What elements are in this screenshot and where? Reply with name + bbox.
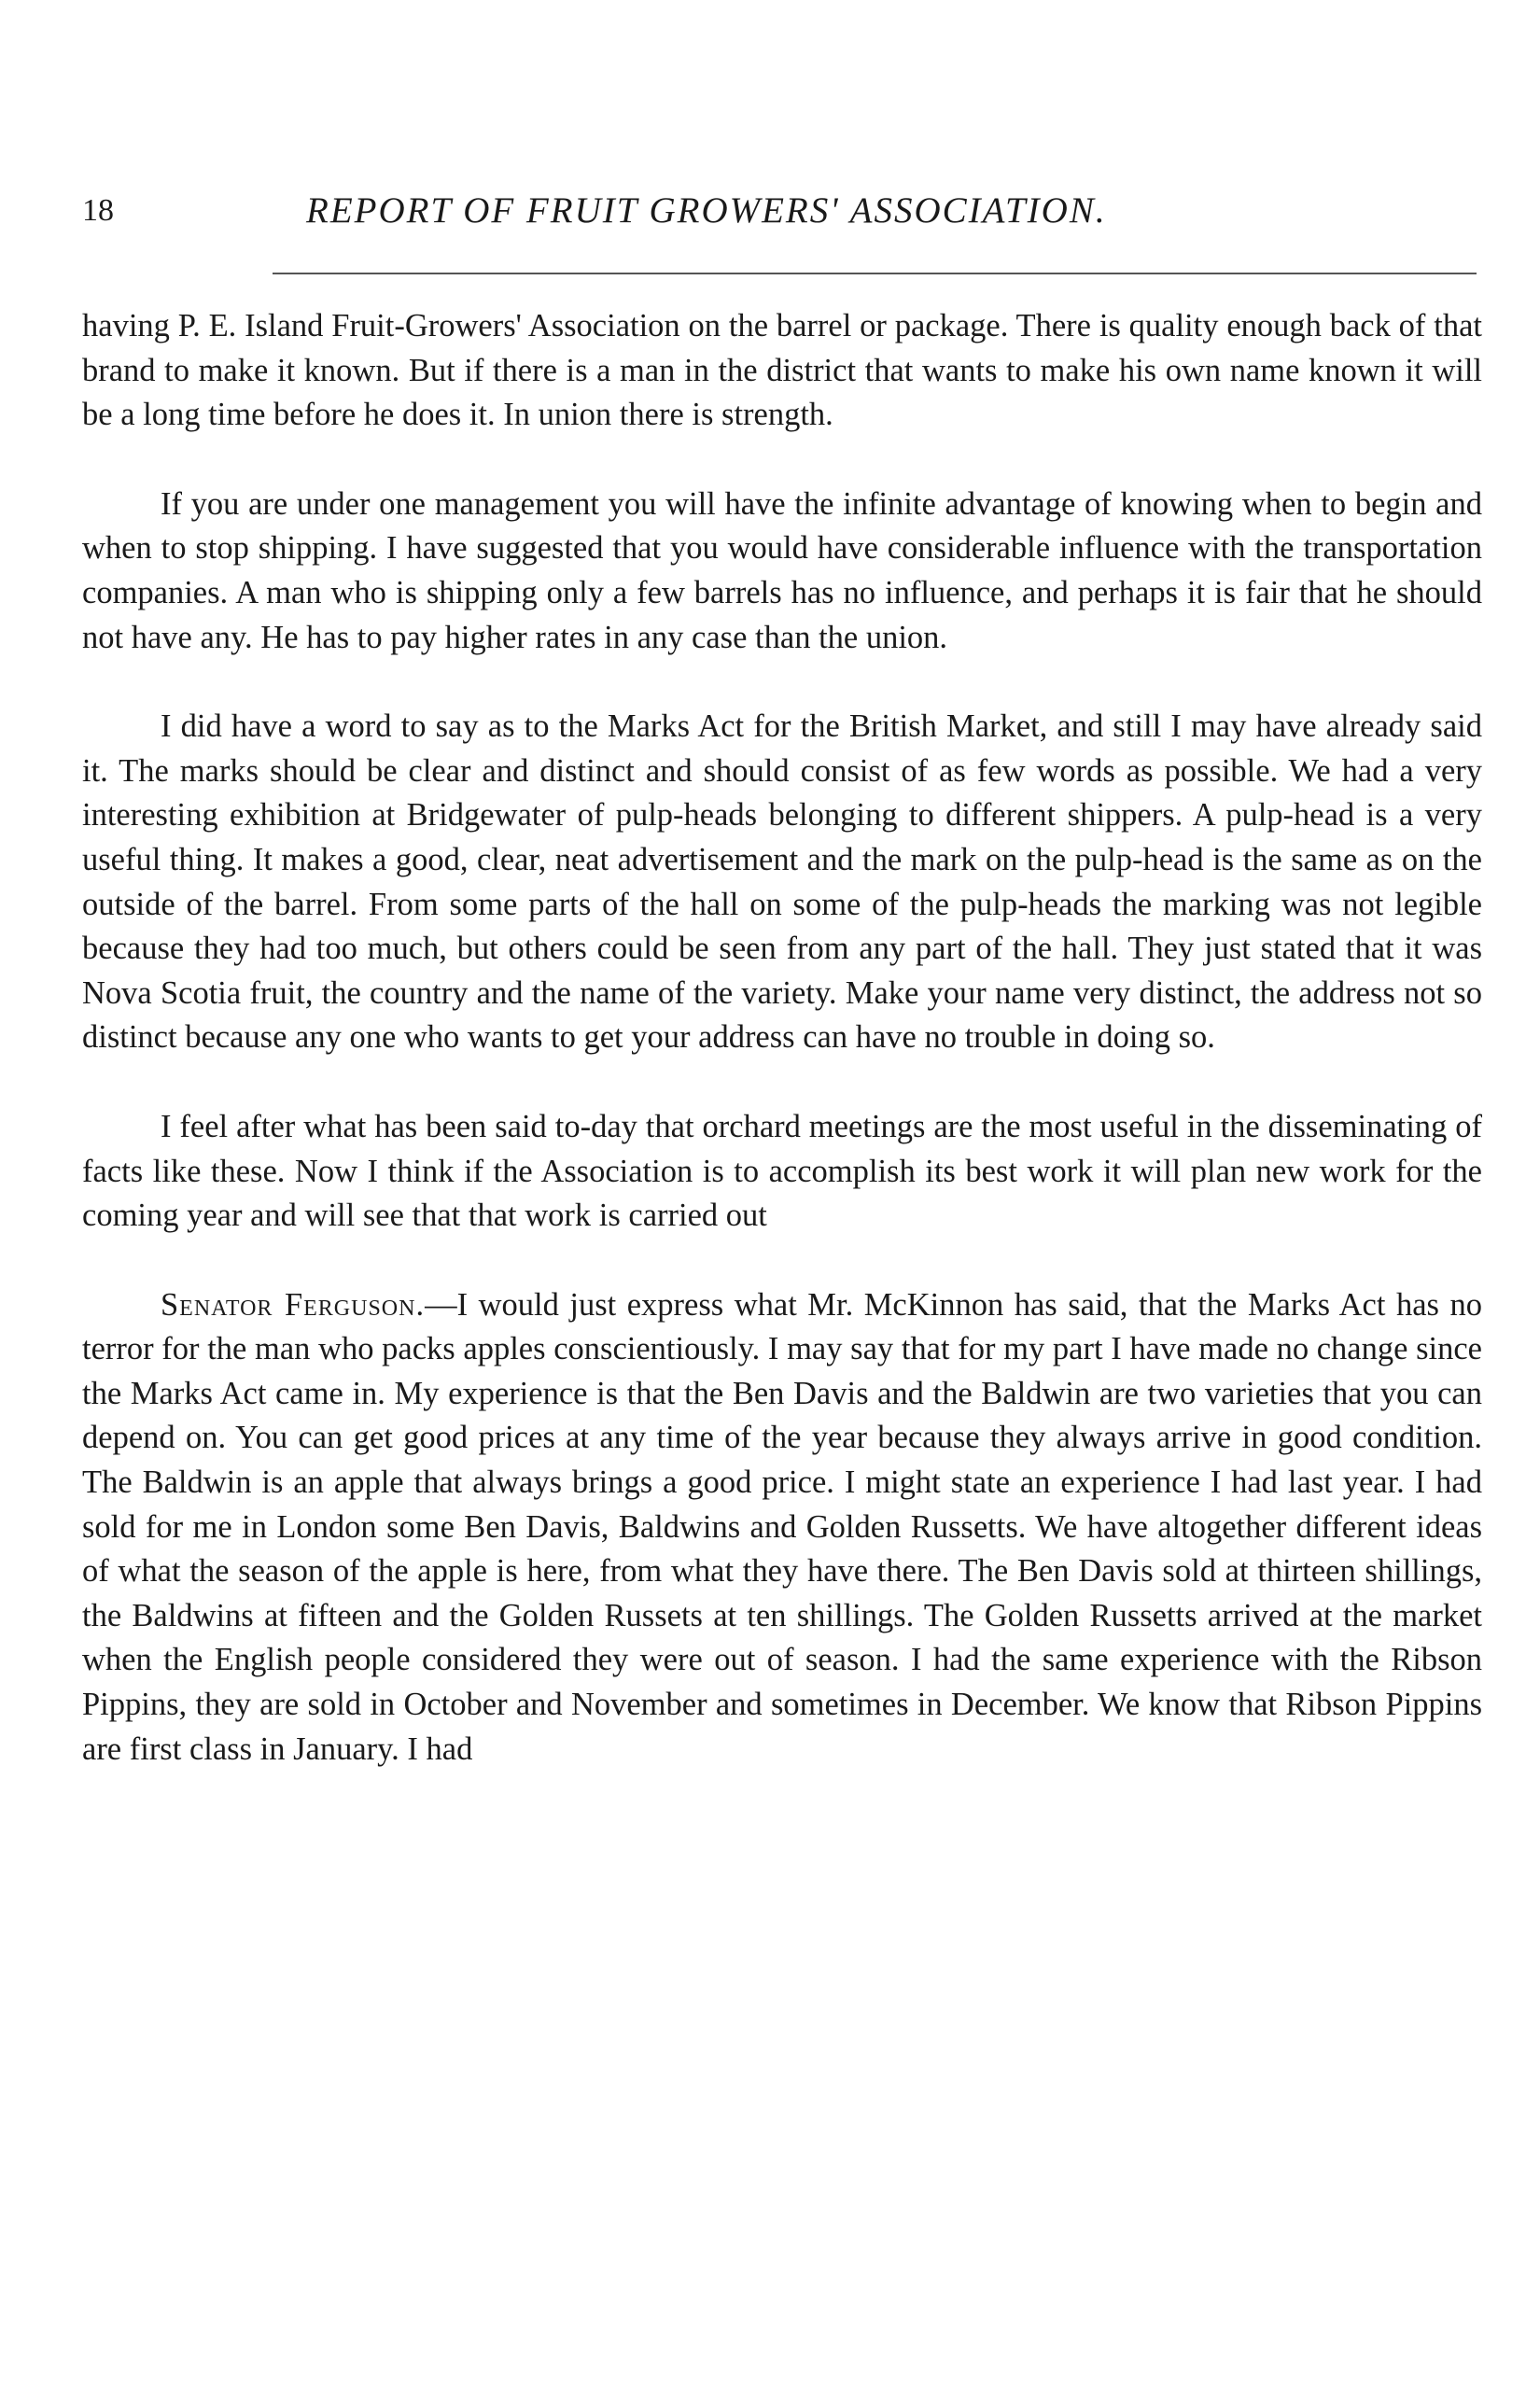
paragraph-2: If you are under one management you will have the infinite advantage of knowing when to begin and when to stop shipping. I have suggested that you would have considerable influence with the transportation companies. A man who is shipping only a few barrels has no influence, and perhaps it is fair that he should not have any. He has to pay higher rates in any case than the union. <box>82 485 1482 655</box>
header-rule <box>273 273 1477 274</box>
paragraph-3: I did have a word to say as to the Marks Act for the British Market, and still I may have already said it. The marks should be clear and distinct and should consist of as few words as possible. We had a very interesting exhibition at Bridgewater of pulp-heads belonging to different shippers. A pulp-head is a very useful thing. It makes a good, clear, neat advertisement and the mark on the pulp-head is the same as on the outside of the barrel. From some parts of the hall on some of the pulp-heads the marking was not legible because they had too much, but others could be seen from any part of the hall. They just stated that it was Nova Scotia fruit, the country and the name of the variety. Make your name very distinct, the address not so distinct because any one who wants to get your address can have no trouble in doing so. <box>82 708 1482 1056</box>
paragraph-5-text: —I would just express what Mr. McKinnon has said, that the Marks Act has no terror for the man who packs apples conscientiously. I may say that for my part I have made no change since the Marks Act came in. My experience is that the Ben Davis and the Baldwin are two varieties that you can depend on. You can get good prices at any time of the year because they always arrive in good condition. The Baldwin is an apple that always brings a good price. I might state an experience I had last year. I had sold for me in London some Ben Davis, Baldwins and Golden Russetts. We have altogether different ideas of what the season of the apple is here, from what they have there. The Ben Davis sold at thirteen shillings, the Baldwins at fifteen and the Golden Russets at ten shillings. The Golden Russetts arrived at the market when the English people considered they were out of season. I had the same experience with the Ribson Pippins, they are sold in October and November and sometimes in December. We know that Ribson Pippins are first class in January. I had <box>82 1286 1482 1767</box>
paragraph-1: having P. E. Island Fruit-Growers' Association on the barrel or package. There is quality enough back of that brand to make it known. But if there is a man in the district that wants to make his own name known it will be a long time before he does it. In union there is strength. <box>82 308 1482 433</box>
speaker-name: Senator Ferguson. <box>161 1286 426 1323</box>
paragraph-5 <box>82 1283 1482 1772</box>
body-text <box>82 304 1482 1772</box>
page-header <box>82 183 1482 239</box>
page-number: 18 <box>82 193 114 228</box>
running-title: REPORT OF FRUIT GROWERS' ASSOCIATION. <box>306 190 1107 231</box>
paragraph-4: I feel after what has been said to-day that orchard meetings are the most useful in the disseminating of facts like these. Now I think if the Association is to accomplish its best work it will plan new work for the coming year and will see that that work is carried out <box>82 1108 1482 1234</box>
